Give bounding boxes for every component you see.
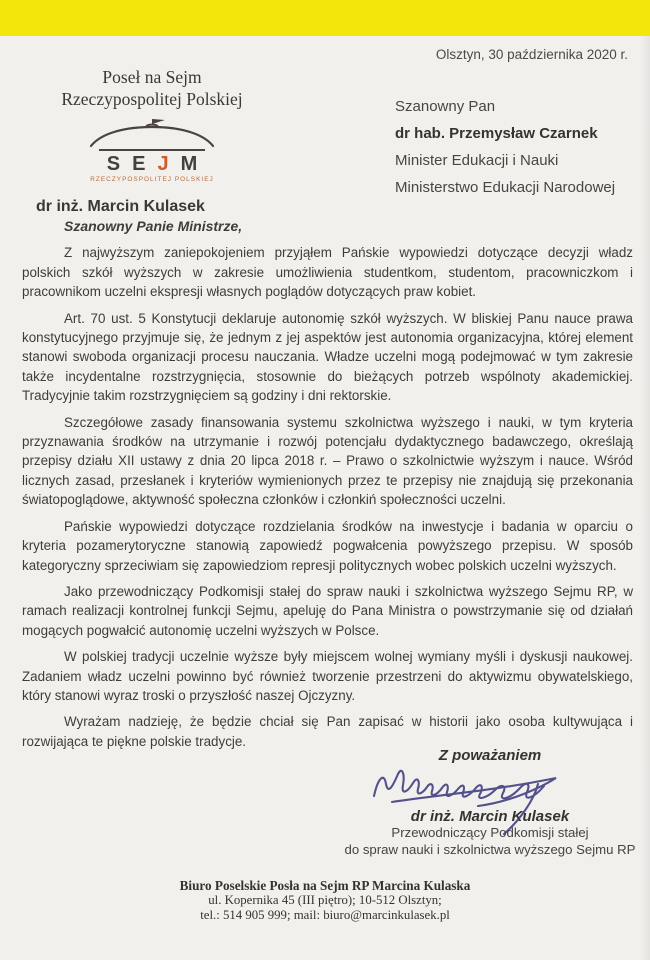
footer-contact: tel.: 514 905 999; mail: biuro@marcinkulasek.pl [200, 907, 450, 922]
sender-block [28, 66, 276, 216]
logo-letter-e: E [132, 153, 146, 175]
yellow-top-bar [0, 0, 650, 36]
recipient-line: Minister Edukacji i Nauki [395, 152, 559, 169]
office-footer [0, 878, 650, 922]
signatory-title-line2: do spraw nauki i szkolnictwa wyższego Sejmu RP [344, 841, 636, 857]
sejm-logo-letters [86, 153, 218, 175]
signature-ink-icon [368, 762, 588, 808]
letter-paragraph: Szczegółowe zasady finansowania systemu szkolnictwa wyższego i nauki, w tym kryteria przyznawania środków na utrzymanie i rozwój potencjału dydaktycznego badawczego, określają przepisy działu XII ustawy z dnia 20 lipca 2018 r. – Prawo o szkolnictwie wyższym i nauce. Wśród licznych zasad, przesłanek i kryteriów wymienionych przez te przepisy nie znajdują się przekonania światopoglądowe, aktywność społeczna członków i członkiń społeczności uczelni. [22, 414, 633, 508]
logo-letter-s: S [106, 153, 121, 175]
logo-letter-m: M [180, 153, 198, 175]
footer-address: ul. Kopernika 45 (III piętro); 10-512 Olsztyn; [208, 893, 442, 907]
signature-block [340, 747, 640, 858]
sender-name: dr inż. Marcin Kulasek [36, 198, 205, 215]
logo-baseline [99, 149, 205, 151]
date-line: Olsztyn, 30 października 2020 r. [435, 47, 628, 62]
recipient-line: Ministerstwo Edukacji Narodowej [395, 179, 616, 196]
sender-title-line1: Poseł na Sejm [102, 67, 202, 87]
salutation: Szanowny Panie Ministrze, [64, 218, 243, 234]
letter-paragraph: W polskiej tradycji uczelnie wyższe były miejscem wolnej wymiany myśli i dyskusji naukowej. Zadaniem władz uczelni powinno być również tworzenie przestrzeni do aktywizmu obywatelskiego, który stanowi wyraz troski o przyszłość naszej Ojczyzny. [22, 649, 633, 703]
letter-paragraph: Wyrażam nadzieję, że będzie chciał się Pan zapisać w historii jako osoba kultywująca i rozwijająca te piękne polskie tradycje. [22, 714, 633, 749]
handwritten-signature [340, 764, 640, 808]
letter-paragraph: Pańskie wypowiedzi dotyczące rozdzielania środków na inwestycje i badania w oparciu o kryteria pozamerytoryczne stanowią zapowiedź pogwałcenia powyższego przepisu. W sposób kategoryczny sprzeciwiam się zapowiedziom represji politycznych wobec polskich uczelni wyższych. [22, 518, 633, 573]
letter-body [22, 217, 633, 758]
sejm-logo [86, 116, 218, 183]
sejm-dome-icon [86, 116, 218, 148]
letter-paragraph: Jako przewodniczący Podkomisji stałej do spraw nauki i szkolnictwa wyższego Sejmu RP, w ramach realizacji kontrolnej funkcji Sejmu, apeluję do Pana Ministra o powstrzymanie się od działań mogących pogwałcić autonomię uczelni wyższych w Polsce. [22, 583, 633, 638]
letter-paragraph: Z najwyższym zaniepokojeniem przyjąłem Pańskie wypowiedzi dotyczące decyzji władz polskich szkół wyższych w zakresie umożliwienia studentkom, studentom, pracowniczkom i pracownikom uczelni ekspresji własnych poglądów dotyczących praw kobiet. [22, 245, 633, 300]
logo-letter-j: J [157, 153, 169, 175]
footer-office-name: Biuro Poselskie Posła na Sejm RP Marcina Kulaska [179, 878, 471, 893]
recipient-name: dr hab. Przemysław Czarnek [395, 125, 598, 142]
recipient-line: Szanowny Pan [395, 98, 496, 115]
sender-title-line2: Rzeczypospolitej Polskiej [61, 89, 243, 109]
signatory-name: dr inż. Marcin Kulasek [410, 808, 570, 825]
signatory-title-line1: Przewodniczący Podkomisji stałej [391, 825, 589, 840]
letter-paragraph: Art. 70 ust. 5 Konstytucji deklaruje autonomię szkół wyższych. W bliskiej Panu nauce prawa konstytucyjnego przyjmuje się, że jednym z jej aspektów jest autonomia organizacyjna, której element stanowi swoboda organizacji procesu nauczania. Władze uczelni mogą podejmować w tym zakresie także incydentalne rozstrzygnięcia, stosownie do bieżących potrzeb wspólnoty akademickiej. Tradycyjnie takim rozstrzygnięciem są godziny i dni rektorskie. [22, 310, 633, 404]
closing-phrase: Z poważaniem [438, 747, 542, 764]
logo-caption: RZECZYPOSPOLITEJ POLSKIEJ [90, 176, 214, 183]
recipient-block [395, 93, 615, 201]
